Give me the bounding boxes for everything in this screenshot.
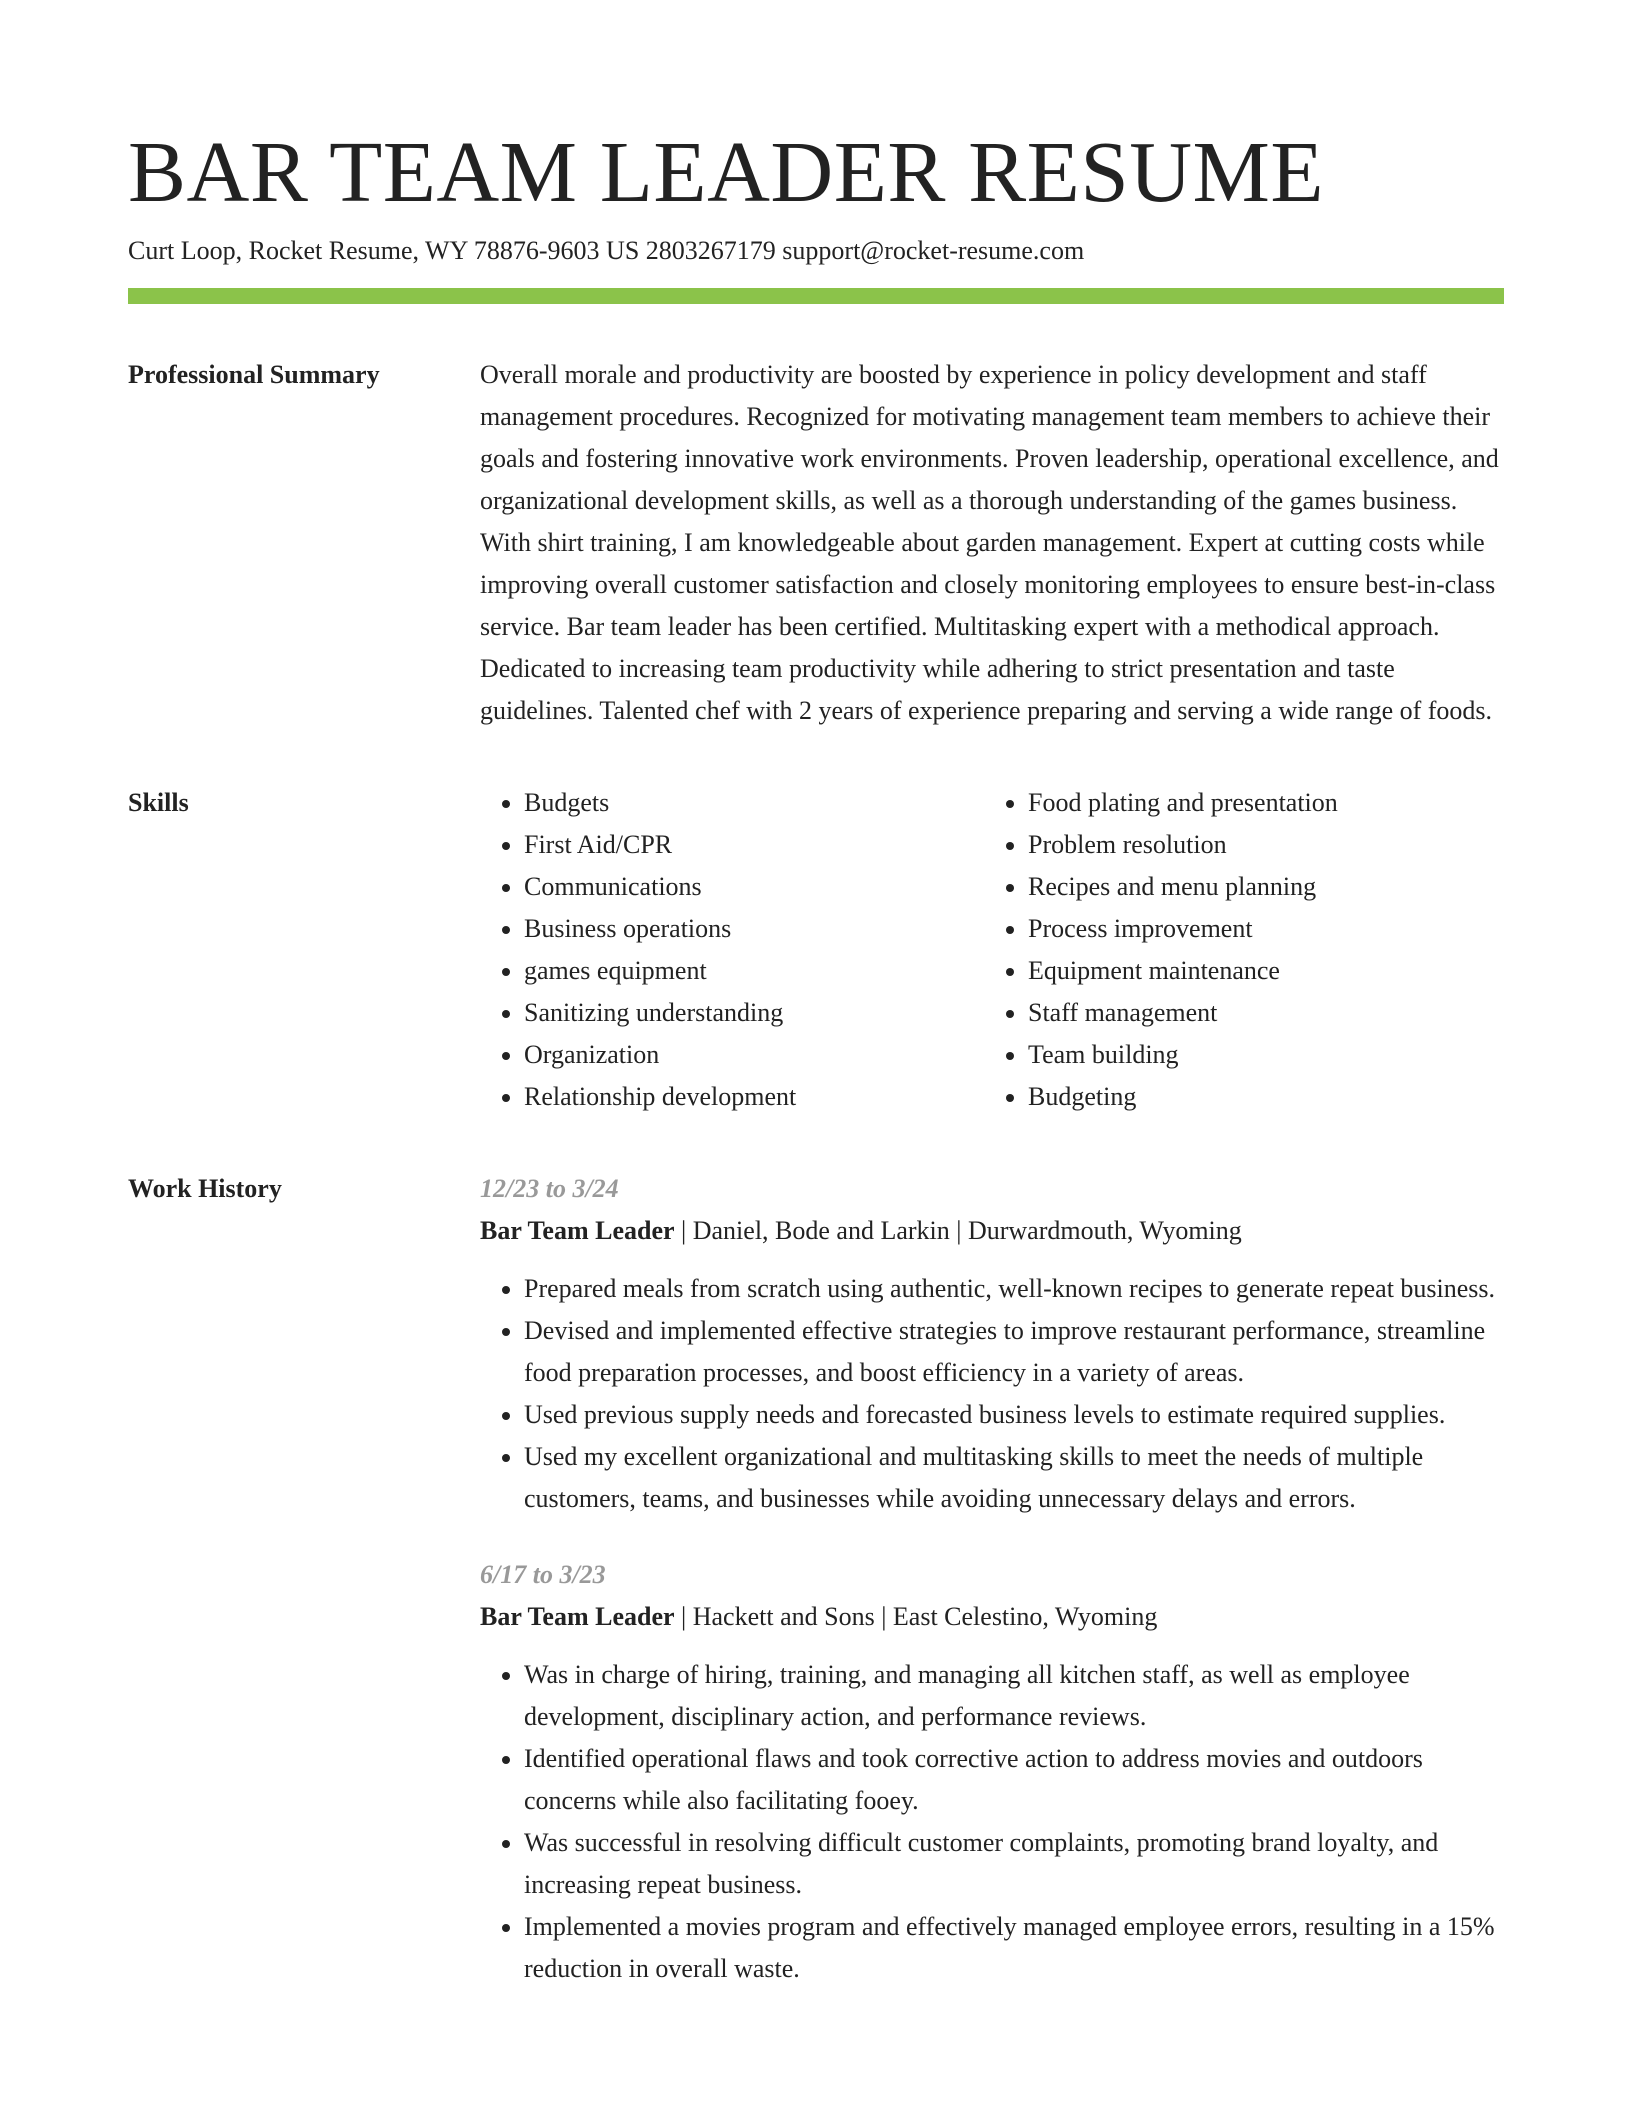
skill-item: • Process improvement [1028, 908, 1488, 950]
contact-line: Curt Loop, Rocket Resume, WY 78876-9603 US 2803267179 support@rocket-resume.com [128, 236, 1085, 265]
skill-item: • Organization [524, 1034, 984, 1076]
job-bullet: • Was successful in resolving difficult customer complaints, promoting brand loyalty, and increasing repeat business. [524, 1822, 1504, 1906]
skill-item: • Equipment maintenance [1028, 950, 1488, 992]
job-title: Bar Team Leader [480, 1216, 675, 1245]
section-label: Professional Summary [128, 360, 380, 389]
skills-section [128, 782, 1504, 1118]
job-dates: 6/17 to 3/23 [480, 1560, 606, 1589]
skills-columns [480, 782, 1504, 1118]
job-title: Bar Team Leader [480, 1602, 675, 1631]
skill-item: • Budgets [524, 782, 984, 824]
job-heading [480, 1210, 1504, 1252]
skill-item: • Food plating and presentation [1028, 782, 1488, 824]
job-bullet: • Used previous supply needs and forecasted business levels to estimate required supplies. [524, 1394, 1504, 1436]
skill-item: • Sanitizing understanding [524, 992, 984, 1034]
section-body [480, 1168, 1504, 1990]
skill-item: • Problem resolution [1028, 824, 1488, 866]
resume-page [128, 0, 1504, 1990]
section-body [480, 354, 1504, 732]
job-bullet: • Identified operational flaws and took corrective action to address movies and outdoors concerns while also facilitating fooey. [524, 1738, 1504, 1822]
job-employer-location: | Hackett and Sons | East Celestino, Wyoming [674, 1602, 1158, 1631]
resume-title: BAR TEAM LEADER RESUME [128, 123, 1325, 220]
job-entry [480, 1168, 1504, 1520]
section-label: Skills [128, 788, 189, 817]
skill-item: • games equipment [524, 950, 984, 992]
skills-list-left [480, 782, 984, 1118]
skill-item: • Business operations [524, 908, 984, 950]
skill-item: • Relationship development [524, 1076, 984, 1118]
skill-item: • Communications [524, 866, 984, 908]
header-divider [128, 288, 1504, 304]
job-bullet: • Devised and implemented effective strategies to improve restaurant performance, streamline food preparation processes, and boost efficiency in a variety of areas. [524, 1310, 1504, 1394]
job-bullets [480, 1654, 1504, 1990]
skill-item: • Team building [1028, 1034, 1488, 1076]
skill-item: • Staff management [1028, 992, 1488, 1034]
skill-item: • First Aid/CPR [524, 824, 984, 866]
skills-list-right [984, 782, 1488, 1118]
job-bullets [480, 1268, 1504, 1520]
job-bullet: • Was in charge of hiring, training, and managing all kitchen staff, as well as employee development, disciplinary action, and performance reviews. [524, 1654, 1504, 1738]
job-bullet: • Prepared meals from scratch using authentic, well-known recipes to generate repeat business. [524, 1268, 1504, 1310]
skill-item: • Recipes and menu planning [1028, 866, 1488, 908]
section-label: Work History [128, 1174, 282, 1203]
work-history-section [128, 1168, 1504, 1990]
skill-item: • Budgeting [1028, 1076, 1488, 1118]
summary-text: Overall morale and productivity are boosted by experience in policy development and staff management procedures. Recognized for motivating management team members to achieve their goals and fostering innovative work environments. Proven leadership, operational excellence, and organizational development skills, as well as a thorough understanding of the games business. With shirt training, I am knowledgeable about garden management. Expert at cutting costs while improving overall customer satisfaction and closely monitoring employees to ensure best-in-class service. Bar team leader has been certified. Multitasking expert with a methodical approach. Dedicated to increasing team productivity while adhering to strict presentation and taste guidelines. Talented chef with 2 years of experience preparing and serving a wide range of foods. [480, 360, 1499, 725]
professional-summary-section [128, 354, 1504, 732]
job-employer-location: | Daniel, Bode and Larkin | Durwardmouth, Wyoming [674, 1216, 1242, 1245]
job-heading [480, 1596, 1504, 1638]
job-entry [480, 1554, 1504, 1990]
job-bullet: • Implemented a movies program and effectively managed employee errors, resulting in a 15% reduction in overall waste. [524, 1906, 1504, 1990]
job-dates: 12/23 to 3/24 [480, 1174, 619, 1203]
job-bullet: • Used my excellent organizational and multitasking skills to meet the needs of multiple customers, teams, and businesses while avoiding unnecessary delays and errors. [524, 1436, 1504, 1520]
